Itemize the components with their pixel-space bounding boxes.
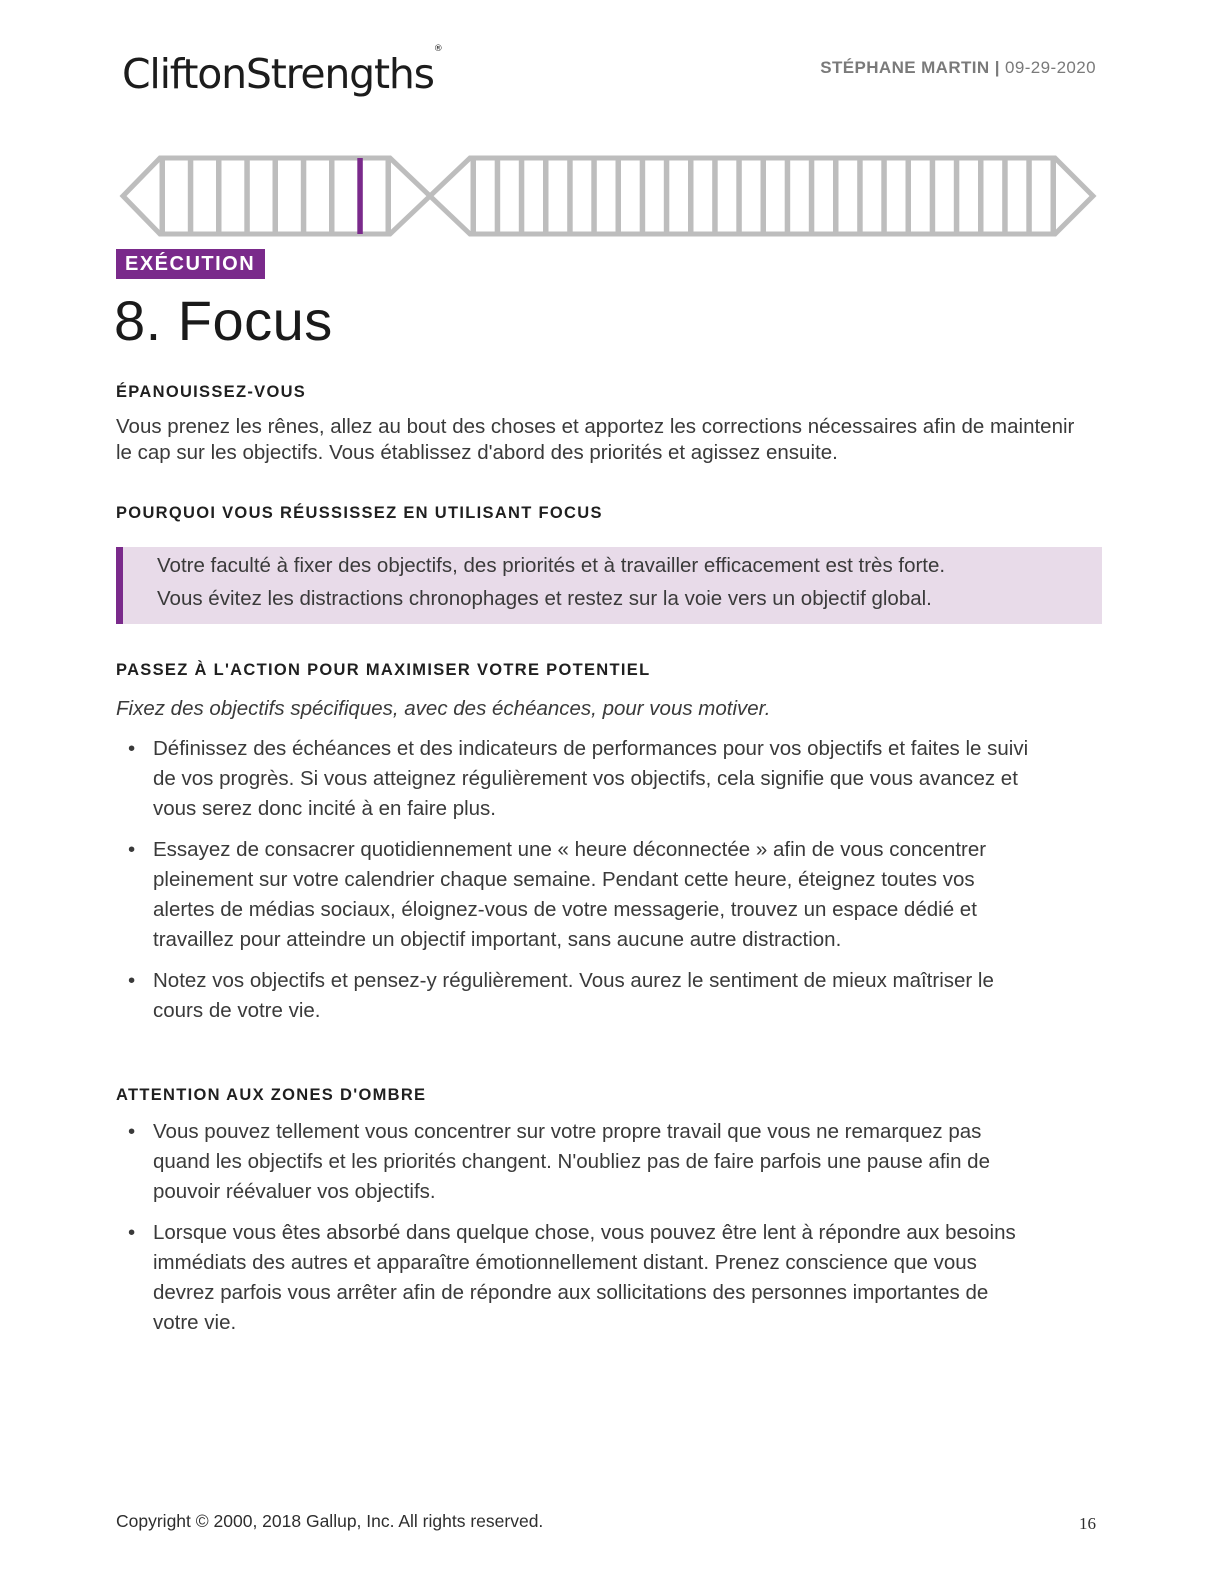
theme-tick	[1026, 158, 1032, 234]
theme-tick	[188, 158, 194, 234]
why-line-1: Votre faculté à fixer des objectifs, des priorités et à travailler efficacement est très forte.	[157, 554, 946, 577]
clifton-strengths-logo	[122, 44, 443, 98]
blind-spots-bullet-list	[116, 1117, 1036, 1349]
why-highlight-box	[116, 547, 1102, 624]
theme-tick	[1051, 158, 1057, 234]
theme-tick	[244, 158, 250, 234]
action-bullet: • Définissez des échéances et des indicateurs de performances pour vos objectifs et faites le suivi de vos progrès. Si vous atteignez régulièrement vos objectifs, cela signifie que vous avancez et vous serez donc incité à en faire plus.	[116, 734, 1036, 824]
theme-tick	[386, 158, 392, 234]
copyright: Copyright © 2000, 2018 Gallup, Inc. All rights reserved.	[116, 1511, 544, 1531]
theme-tick	[857, 158, 863, 234]
theme-tick	[591, 158, 597, 234]
theme-tick	[712, 158, 718, 234]
why-line-2: Vous évitez les distractions chronophages et restez sur la voie vers un objectif global.	[157, 587, 932, 610]
report-date: 09-29-2020	[1005, 58, 1096, 77]
logo-text: CliftonStrengths	[122, 50, 434, 98]
thrive-text: Vous prenez les rênes, allez au bout des choses et apportez les corrections nécessaires afin de maintenir le cap sur les objectifs. Vous établissez d'abord des priorités et agissez ensuite.	[116, 415, 1075, 464]
blind-spot-bullet: • Vous pouvez tellement vous concentrer sur votre propre travail que vous ne remarquez pas quand les objectifs et les priorités changent. N'oubliez pas de faire parfois une pause afin de pouvoir réévaluer vos objectifs.	[116, 1117, 1036, 1207]
theme-tick	[978, 158, 984, 234]
registered-mark: ®	[433, 44, 443, 55]
theme-tick	[216, 158, 222, 234]
theme-tick	[1002, 158, 1008, 234]
theme-tick	[301, 158, 307, 234]
theme-tick	[688, 158, 694, 234]
theme-tick	[809, 158, 815, 234]
action-intro: Fixez des objectifs spécifiques, avec des échéances, pour vous motiver.	[116, 697, 771, 720]
left-group-ticks	[160, 158, 392, 234]
header-separator: |	[989, 58, 1006, 77]
why-heading: POURQUOI VOUS RÉUSSISSEZ EN UTILISANT FOCUS	[116, 504, 603, 522]
theme-tick	[329, 158, 335, 234]
theme-tick	[833, 158, 839, 234]
theme-tick	[954, 158, 960, 234]
blind-spot-bullet: • Lorsque vous êtes absorbé dans quelque chose, vous pouvez être lent à répondre aux besoins immédiats des autres et apparaître émotionnellement distant. Prenez conscience que vous devrez parfois vous arrêter afin de répondre aux sollicitations des personnes importantes de votre vie.	[116, 1218, 1036, 1338]
page-number: 16	[1079, 1514, 1096, 1533]
theme-tick	[471, 158, 477, 234]
right-group-ticks	[471, 158, 1057, 234]
theme-tick	[736, 158, 742, 234]
theme-tick	[906, 158, 912, 234]
theme-tick	[785, 158, 791, 234]
action-bullet-list	[116, 734, 1036, 1037]
theme-tick	[616, 158, 622, 234]
thrive-heading: ÉPANOUISSEZ-VOUS	[116, 383, 307, 401]
theme-tick	[567, 158, 573, 234]
theme-tick	[160, 158, 166, 234]
theme-tick	[930, 158, 936, 234]
blind-spots-heading: ATTENTION AUX ZONES D'OMBRE	[116, 1086, 427, 1104]
theme-tick	[664, 158, 670, 234]
theme-tick	[273, 158, 279, 234]
theme-tick	[881, 158, 887, 234]
person-name: STÉPHANE MARTIN	[820, 58, 990, 77]
action-heading: PASSEZ À L'ACTION POUR MAXIMISER VOTRE POTENTIEL	[116, 661, 651, 679]
theme-tick-highlighted	[357, 158, 363, 234]
theme-rank-bar	[118, 153, 1098, 239]
action-bullet: • Notez vos objectifs et pensez-y régulièrement. Vous aurez le sentiment de mieux maîtriser le cours de votre vie.	[116, 966, 1036, 1026]
theme-tick	[519, 158, 525, 234]
action-bullet: • Essayez de consacrer quotidiennement une « heure déconnectée » afin de vous concentrer pleinement sur votre calendrier chaque semaine. Pendant cette heure, éteignez toutes vos alertes de médias sociaux, éloignez-vous de votre messagerie, trouvez un espace dédié et travaillez pour atteindre un objectif important, sans aucune autre distraction.	[116, 835, 1036, 955]
theme-title: 8. Focus	[114, 289, 333, 352]
theme-tick	[761, 158, 767, 234]
report-header-info	[820, 58, 1096, 78]
theme-tick	[543, 158, 549, 234]
domain-tag: EXÉCUTION	[116, 249, 265, 279]
theme-tick	[640, 158, 646, 234]
theme-tick	[495, 158, 501, 234]
